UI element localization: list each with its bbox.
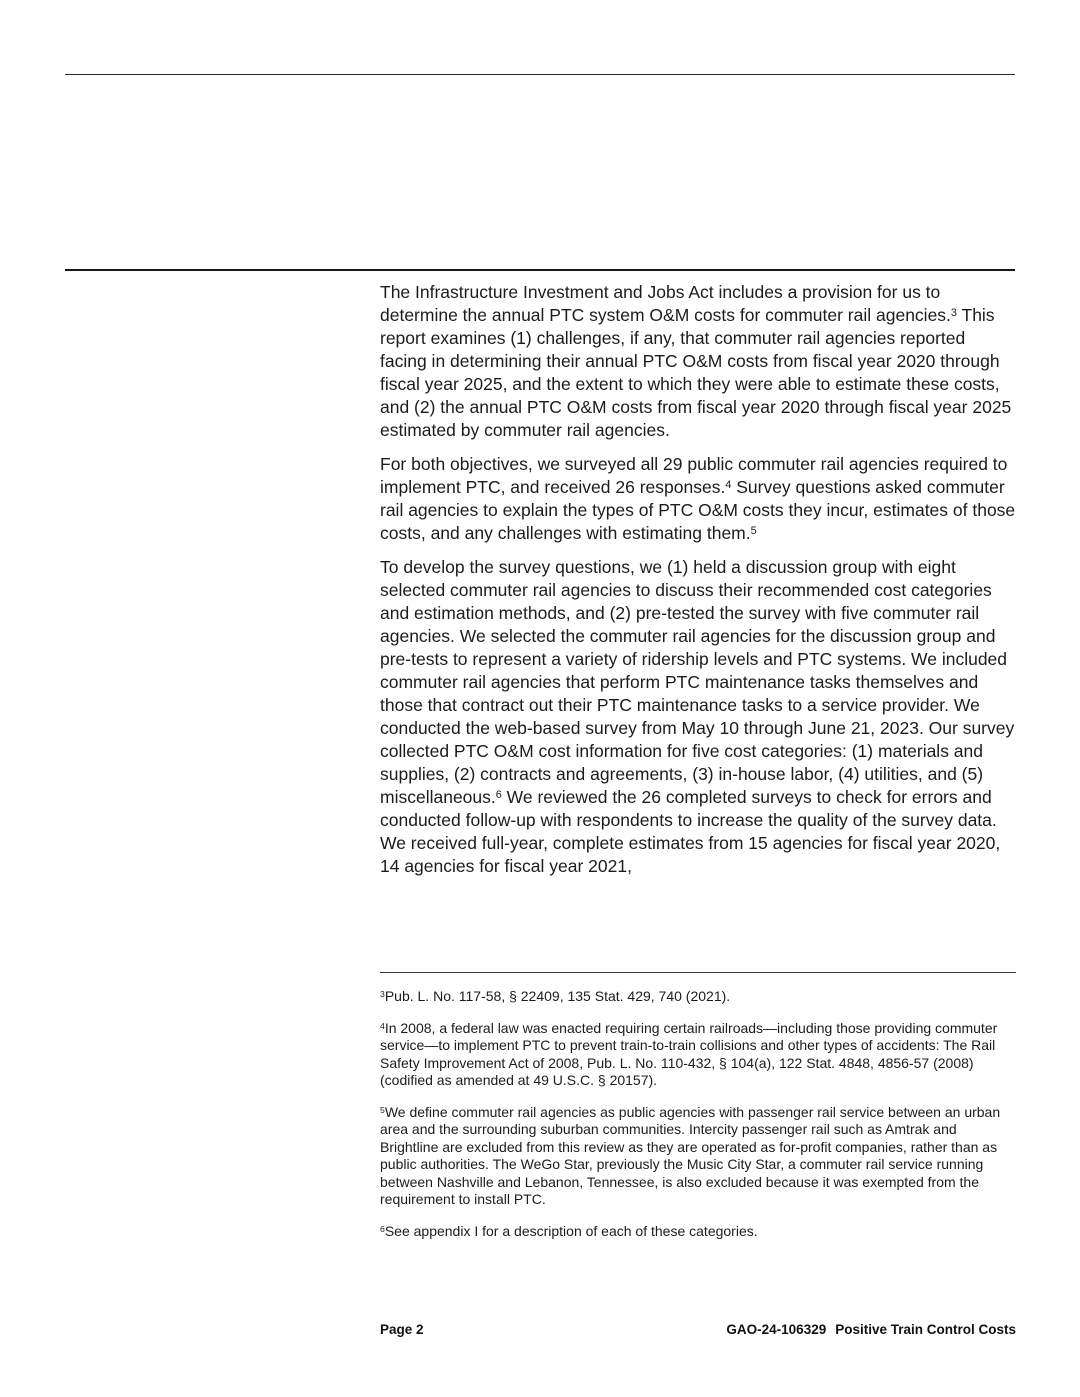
paragraph-3-text: To develop the survey questions, we (1) held a discussion group with eight selected commuter rail agencies to discuss their recommended cost categories and estimation methods, and (2) pre-tested the survey with five commuter rail agencies. We selected the commuter rail agencies for the discussion group and pre-tests to represent a variety of ridership levels and PTC systems. We included commuter rail agencies that perform PTC maintenance tasks themselves and those that contract out their PTC maintenance tasks to a service provider. We conducted the web-based survey from May 10 through June 21, 2023. Our survey collected PTC O&M cost information for five cost categories: (1) materials and supplies, (2) contracts and agreements, (3) in-house labor, (4) utilities, and (5) miscellaneous. — [380, 557, 1015, 807]
paragraph-2 — [380, 453, 1016, 545]
footnote-6 — [380, 1223, 1016, 1241]
paragraph-3-text: We reviewed the 26 completed surveys to check for errors and conducted follow-up with respondents to increase the quality of the survey data. We received full-year, complete estimates from 15 agencies for fiscal year 2020, 14 agencies for fiscal year 2021, — [380, 787, 1001, 876]
report-title: Positive Train Control Costs — [835, 1322, 1016, 1337]
footnotes-section — [380, 972, 1016, 1254]
page-number-label: Page 2 — [380, 1322, 424, 1337]
footnote-4-text: In 2008, a federal law was enacted requiring certain railroads—including those providing commuter service—to implement PTC to prevent train-to-train collisions and other types of accidents: The Rail Safety Improvement Act of 2008, Pub. L. No. 110-432, § 104(a), 122 Stat. 4848, 4856-57 (2008) (codified as amended at 49 U.S.C. § 20157). — [380, 1019, 998, 1088]
footnote-4 — [380, 1020, 1016, 1090]
footnote-3 — [380, 988, 1016, 1006]
footnote-3-number: 3 — [380, 989, 385, 1000]
paragraph-1-text: The Infrastructure Investment and Jobs Act includes a provision for us to determine the annual PTC system O&M costs for commuter rail agencies. — [380, 282, 951, 325]
top-rule — [65, 74, 1015, 75]
report-id: GAO-24-106329 — [726, 1322, 827, 1337]
footnote-6-text: See appendix I for a description of each of these categories. — [384, 1222, 758, 1239]
footnote-5 — [380, 1104, 1016, 1209]
footnote-5-number: 5 — [380, 1104, 385, 1115]
paragraph-2-text: For both objectives, we surveyed all 29 public commuter rail agencies required to implement PTC, and received 26 responses. — [380, 454, 1008, 497]
paragraph-3 — [380, 556, 1016, 878]
page-footer — [380, 1322, 1016, 1337]
footnote-3-text: Pub. L. No. 117-58, § 22409, 135 Stat. 429, 740 (2021). — [384, 988, 731, 1004]
footnote-ref-5: 5 — [750, 525, 757, 538]
footnote-4-number: 4 — [380, 1020, 385, 1031]
body-column — [380, 281, 1016, 889]
footnote-ref-4: 4 — [725, 479, 732, 492]
paragraph-1-text: This report examines (1) challenges, if any, that commuter rail agencies reported facing in determining their annual PTC O&M costs from fiscal year 2020 through fiscal year 2025, and the extent to which they were able to estimate these costs, and (2) the annual PTC O&M costs from fiscal year 2020 through fiscal year 2025 estimated by commuter rail agencies. — [380, 305, 1012, 440]
footnote-ref-6: 6 — [495, 789, 502, 802]
header-rule — [65, 269, 1015, 271]
footnote-5-text: We define commuter rail agencies as public agencies with passenger rail service between an urban area and the surrounding suburban communities. Intercity passenger rail such as Amtrak and Brightline are excluded from this review as they are operated as for-profit companies, rather than as public authorities. The WeGo Star, previously the Music City Star, a commuter rail service running between Nashville and Lebanon, Tennessee, is also excluded because it was exempted from the requirement to install PTC. — [380, 1103, 1001, 1207]
paragraph-1 — [380, 281, 1016, 442]
report-identifier — [726, 1322, 1016, 1337]
footnote-separator — [380, 972, 1016, 973]
paragraph-2-text: Survey questions asked commuter rail agencies to explain the types of PTC O&M costs they incur, estimates of those costs, and any challenges with estimating them. — [380, 477, 1016, 543]
footnote-ref-3: 3 — [950, 307, 957, 320]
footnote-6-number: 6 — [380, 1223, 385, 1234]
